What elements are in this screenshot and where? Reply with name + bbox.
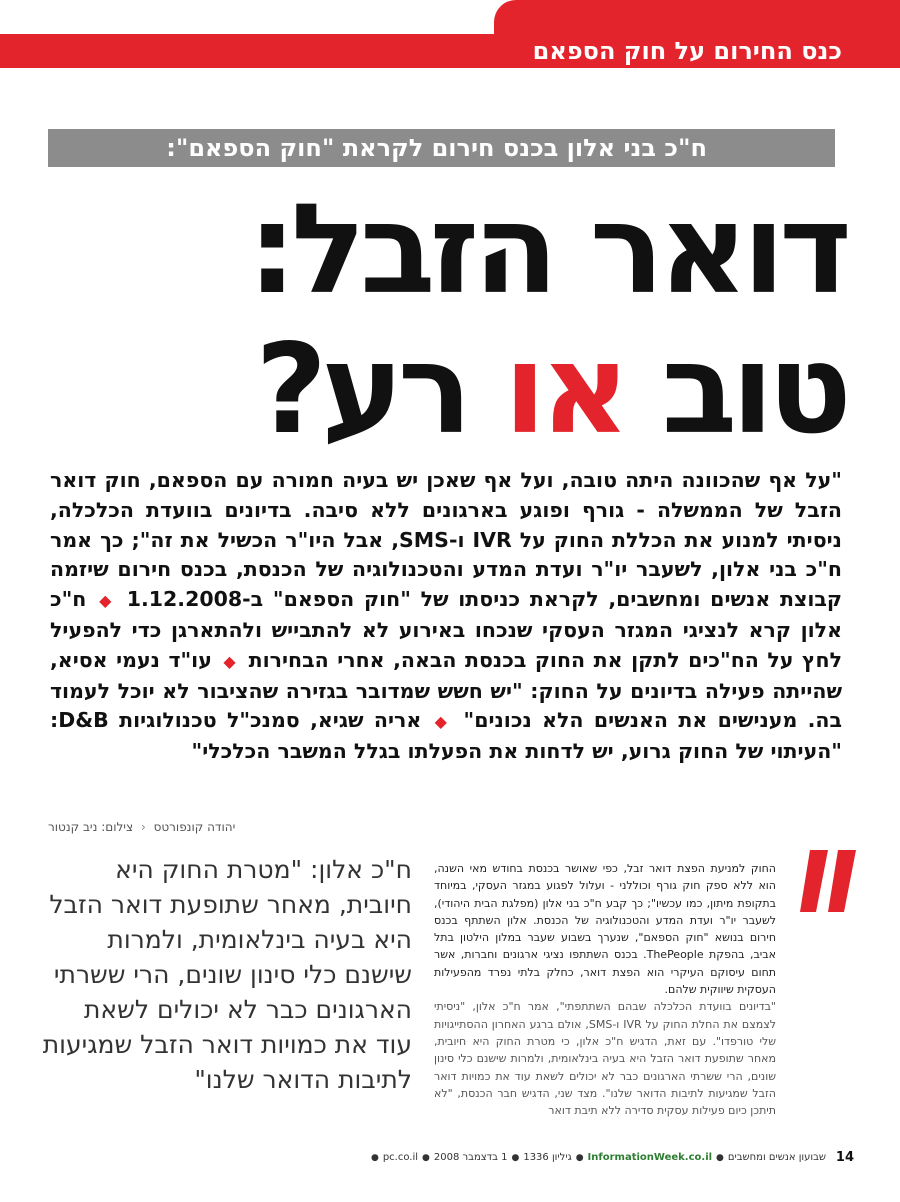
page-footer xyxy=(48,1150,854,1172)
section-title: כנס החירום על חוק הספאם xyxy=(532,37,842,65)
headline-word-or: או xyxy=(503,318,625,462)
section-banner xyxy=(0,0,900,68)
lead-part-3: עו"ד נעמי אסיא, שהייתה פעילה בדיונים על החוק: "יש חשש שמדובר בגזירה שהציבור לא יוכל לעמוד בה. מענישים את האנשים הלא נכונים" xyxy=(50,647,843,733)
headline-line-1: דואר הזבל: xyxy=(247,178,846,322)
bullet-icon: ● xyxy=(511,1153,520,1163)
diamond-icon: ◆ xyxy=(434,712,451,732)
page-number: 14 xyxy=(835,1150,854,1165)
lead-part-4: אריה שגיא, סמנכ"ל טכנולוגיות D&B: "העיתוי של החוק גרוע, יש לדחות את הפעלתו בגלל המשבר הכלכלי" xyxy=(50,708,842,764)
diamond-icon: ◆ xyxy=(99,591,114,611)
lead-part-1: "על אף שהכוונה היתה טובה, ועל אף שאכן יש בעיה חמורה עם הספאם, חוק דואר הזבל של הממשלה - גורף ופוגע בארגונים ללא סיבה. בדיונים בוועדת הכלכלה, ניסיתי למנוע את הכללת החוק על IVR ו-SMS, אבל היו"ר הכשיל את זה"; כך אמר ח"כ בני אלון, לשעבר יו"ר ועדת המדע והטכנולוגיה של הכנסת, בכנס חירום שיזמה קבוצת אנשים ומחשבים, לקראת כניסתו של "חוק הספאם" ב-1.12.2008 xyxy=(50,468,842,612)
banner-tab xyxy=(494,0,900,34)
byline xyxy=(48,820,235,834)
bullet-icon: ● xyxy=(370,1153,379,1163)
headline-line-2 xyxy=(46,318,846,462)
chevron-left-icon: ‹ xyxy=(140,820,146,834)
photo-credit: צילום: ניב קנטור xyxy=(48,820,134,834)
lead-paragraph xyxy=(50,466,842,767)
issue-number: גיליון 1336 xyxy=(523,1152,572,1163)
diamond-icon: ◆ xyxy=(223,651,238,671)
body-paragraph-2: "בדיונים בוועדת הכלכלה שבהם השתתפתי", אמר ח"כ אלון, "ניסיתי לצמצם את החלת החוק על IVR ו-SMS, אולם ברגע האחרון ההסתייגויות שלי טורפדו". עם זאת, הדגיש ח"כ אלון, כי מטרת החוק היא חיובית, מאחר שתופעת דואר הזבל היא בעיה בינלאומית, ולמרות שישנם כלי סינון שונים, הרי ששרתי הארגונים כבר לא יכולים לשאת עוד את כמויות דואר הזבל שמגיעות לתיבות הדואר שלנו". מצד שני, הדגיש חבר הכנסת, "לא תיתכן כיום פעילות עסקית סדירה ללא תיבת דואר xyxy=(434,1000,777,1118)
bullet-icon: ● xyxy=(716,1153,724,1163)
author-name: יהודה קונפורטס xyxy=(153,820,236,834)
quote-mark-icon xyxy=(788,846,858,926)
publication-name: שבועון אנשים ומחשבים xyxy=(727,1152,826,1163)
kicker-bar xyxy=(48,129,835,167)
body-paragraph-1: החוק למניעת הפצת דואר זבל, כפי שאושר בכנסת בחודש מאי השנה, הוא ללא ספק חוק גורף וכוללני - ועלול לפגוע במגזר העסקי, במיוחד בתקופת מיתון, כמו עכשיו"; כך קבע ח"כ בני אלון (מפלגת הבית היהודי), לשעבר יו"ר ועדת המדע והטכנולוגיה של הכנסת. אלון השתתף בכנס חירום בנושא "חוק הספאם", שנערך בשבוע שעבר במלון הילטון בתל אביב, בהפקת ThePeople. בכנס השתתפו נציגי ארגונים וחברות, אשר תחום עיסוקם העיקרי הוא הפצת דואר, כחלק בלתי נפרד מהפעילות העסקית שיווקית שלהם. xyxy=(434,862,776,997)
lead-part-2: ח"כ אלון קרא לנציגי המגזר העסקי שנכחו באירוע לא להתבייש ולהתארגן כדי להפעיל לחץ על הח"כים לתקן את החוק בכנסת הבאה, אחרי הבחירות xyxy=(50,587,843,672)
footer-info xyxy=(367,1152,826,1163)
website-link[interactable]: InformationWeek.co.il xyxy=(587,1152,713,1163)
headline-word-bad: רע? xyxy=(255,318,504,462)
headline-word-good: טוב xyxy=(624,318,846,462)
bullet-icon: ● xyxy=(575,1153,584,1163)
kicker-text: ח"כ בני אלון בכנס חירום לקראת "חוק הספאם": xyxy=(166,134,707,162)
pull-quote: ח"כ אלון: "מטרת החוק היא חיובית, מאחר שתופעת דואר הזבל היא בעיה בינלאומית, ולמרות שישנם כלי סינון שונים, הרי ששרתי הארגונים כבר לא יכולים לשאת עוד את כמויות דואר הזבל שמגיעות לתיבות הדואר שלנו" xyxy=(42,855,412,1094)
website-link-2[interactable]: pc.co.il xyxy=(382,1152,419,1163)
issue-date: 1 בדצמבר 2008 xyxy=(433,1152,508,1163)
article-body xyxy=(434,860,776,1119)
bullet-icon: ● xyxy=(422,1153,430,1163)
